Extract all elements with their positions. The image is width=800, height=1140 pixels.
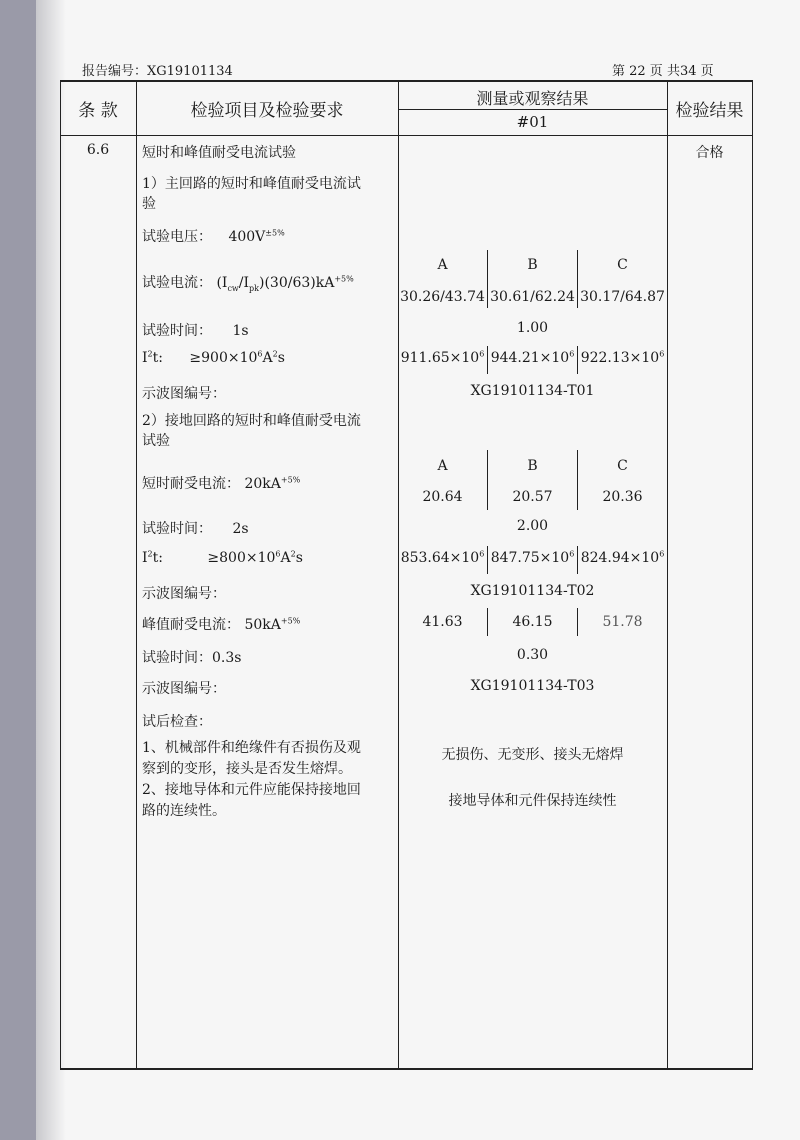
peak-oscillogram-number: XG19101134-T03 bbox=[470, 678, 595, 694]
earth-i2t-spec: ≥800×10 bbox=[207, 550, 276, 566]
short-current-phase-a: 20.64 bbox=[422, 489, 463, 505]
peak-time-value: 0.3s bbox=[212, 650, 242, 666]
test-voltage-label: 试验电压： bbox=[142, 229, 212, 245]
peak-phase-b: 46.15 bbox=[512, 614, 553, 630]
table-top-border bbox=[60, 80, 753, 82]
earth-oscillogram-label: 示波图编号： bbox=[142, 586, 226, 602]
short-current-phase-b: 20.57 bbox=[512, 489, 553, 505]
i2t-phase-a: $911.65\times 10^6$ bbox=[400, 349, 485, 366]
i2t-phase-c: $922.13\times 10^6$ bbox=[580, 349, 665, 366]
test-current-tolerance: +5% bbox=[334, 274, 354, 284]
earth-i2t-symbol: $I^2$ bbox=[142, 549, 153, 566]
earth-i2t-phase-a: $853.64\times 10^6$ bbox=[400, 549, 485, 566]
earth-phase-c-label: C bbox=[617, 458, 628, 474]
earth-circuit-title-cont: 试验 bbox=[142, 433, 170, 449]
peak-oscillogram-label: 示波图编号： bbox=[142, 681, 226, 697]
short-current-phase-c: 20.36 bbox=[602, 489, 643, 505]
post-check-item1-cont: 察到的变形，接头是否发生熔焊。 bbox=[142, 761, 352, 777]
phase-b-label: B bbox=[527, 257, 538, 273]
test-title: 短时和峰值耐受电流试验 bbox=[142, 145, 296, 161]
short-time-current-row bbox=[142, 473, 300, 493]
col-header-item: 检验项目及检验要求 bbox=[190, 101, 344, 121]
test-current-row bbox=[142, 272, 354, 292]
earth-i2t-label: t: bbox=[152, 550, 163, 566]
oscillogram-number: XG19101134-T01 bbox=[470, 383, 595, 399]
peak-current-tolerance: +5% bbox=[280, 616, 301, 626]
short-time-current-tolerance: +5% bbox=[280, 475, 301, 485]
col-header-sample: #01 bbox=[516, 113, 549, 131]
table-left-border bbox=[60, 80, 61, 1070]
phase-a-label: A bbox=[437, 257, 448, 273]
earth-time-label: 试验时间： bbox=[142, 521, 212, 537]
post-check-title: 试后检查： bbox=[142, 714, 212, 730]
col-divider-1 bbox=[136, 80, 137, 1070]
main-time-measured: 1.00 bbox=[516, 320, 549, 336]
peak-time-label: 试验时间： bbox=[142, 650, 212, 666]
test-time-value: 1s bbox=[232, 323, 249, 339]
test-voltage-value: 400V bbox=[228, 229, 266, 245]
earth-i2t-phase-b: $847.75\times 10^6$ bbox=[490, 549, 575, 566]
peak-current-label: 峰值耐受电流： bbox=[142, 617, 240, 633]
post-check-item2-cont: 路的连续性。 bbox=[142, 803, 226, 819]
earth-i2t-phase-c: $824.94\times 10^6$ bbox=[580, 549, 665, 566]
peak-current-row bbox=[142, 614, 300, 634]
test-time-row bbox=[142, 320, 249, 340]
col-divider-3 bbox=[667, 80, 668, 1070]
phase-c-label: C bbox=[617, 257, 628, 273]
col-header-clause: 条 款 bbox=[78, 101, 118, 121]
main-circuit-title: 1）主回路的短时和峰值耐受电流试 bbox=[142, 176, 361, 192]
earth-oscillogram-number: XG19101134-T02 bbox=[470, 583, 595, 599]
earth-time-value: 2s bbox=[232, 521, 249, 537]
i2t-label: t: bbox=[152, 350, 163, 366]
peak-phase-c: 51.78 bbox=[602, 614, 643, 630]
page-shadow bbox=[36, 0, 66, 1140]
i2t-phase-b-value: 944.21×10 bbox=[490, 350, 570, 366]
i2t-spec: ≥900×10 bbox=[189, 350, 258, 366]
test-current-symbol: $(I_{cw}/I_{pk})$ bbox=[216, 275, 265, 293]
header-mid-border bbox=[398, 109, 667, 110]
earth-circuit-title: 2）接地回路的短时和峰值耐受电流 bbox=[142, 413, 361, 429]
main-circuit-title-cont: 验 bbox=[142, 196, 156, 212]
page-number: 第 22 页 共34 页 bbox=[612, 64, 714, 79]
col-header-result: 检验结果 bbox=[675, 101, 744, 121]
document-page bbox=[36, 0, 800, 1140]
table-bottom-border bbox=[60, 1068, 753, 1070]
test-time-label: 试验时间： bbox=[142, 323, 212, 339]
post-check-result2: 接地导体和元件保持连续性 bbox=[448, 793, 617, 809]
current-phase-a: 30.26/43.74 bbox=[400, 289, 485, 305]
report-number: 报告编号：XG19101134 bbox=[82, 64, 233, 79]
post-check-result1: 无损伤、无变形、接头无熔焊 bbox=[441, 747, 624, 763]
col-header-measured: 测量或观察结果 bbox=[476, 89, 589, 108]
table-right-border bbox=[752, 80, 753, 1070]
test-result: 合格 bbox=[695, 145, 724, 161]
clause-number: 6.6 bbox=[86, 142, 110, 158]
current-phase-b: 30.61/62.24 bbox=[490, 289, 575, 305]
i2t-symbol: $I^2$ bbox=[142, 349, 153, 366]
i2t-phase-a-value: 911.65×10 bbox=[400, 350, 480, 366]
earth-i2t-phase-c-value: 824.94×10 bbox=[580, 550, 660, 566]
earth-i2t-phase-a-value: 853.64×10 bbox=[400, 550, 480, 566]
peak-time-row bbox=[142, 647, 241, 667]
post-check-item2: 2、接地导体和元件应能保持接地回 bbox=[142, 782, 361, 798]
peak-time-measured: 0.30 bbox=[516, 647, 549, 663]
test-current-label: 试验电流： bbox=[142, 275, 212, 291]
test-voltage-row bbox=[142, 226, 285, 246]
earth-phase-a-label: A bbox=[437, 458, 448, 474]
i2t-row: $I^2t$: $\ge 900\times 10^6A^2s$ bbox=[142, 349, 285, 366]
earth-time-measured: 2.00 bbox=[516, 518, 549, 534]
i2t-phase-b: $944.21\times 10^6$ bbox=[490, 349, 575, 366]
test-current-spec: (30/63)kA bbox=[264, 275, 335, 291]
current-phase-c: 30.17/64.87 bbox=[580, 289, 665, 305]
post-check-item1: 1、机械部件和绝缘件有否损伤及观 bbox=[142, 740, 361, 756]
peak-phase-a: 41.63 bbox=[422, 614, 463, 630]
peak-current-spec: 50kA bbox=[244, 617, 281, 633]
oscillogram-label: 示波图编号： bbox=[142, 386, 226, 402]
short-time-current-label: 短时耐受电流： bbox=[142, 476, 240, 492]
col-divider-2 bbox=[398, 80, 399, 1070]
i2t-phase-c-value: 922.13×10 bbox=[580, 350, 660, 366]
header-bottom-border bbox=[60, 135, 753, 136]
earth-phase-b-label: B bbox=[527, 458, 538, 474]
earth-i2t-row: $I^2t$: $\ge 800\times 10^6A^2s$ bbox=[142, 549, 303, 566]
test-voltage-tolerance: ±5% bbox=[265, 228, 285, 238]
earth-i2t-phase-b-value: 847.75×10 bbox=[490, 550, 570, 566]
short-time-current-spec: 20kA bbox=[244, 476, 281, 492]
earth-time-row bbox=[142, 518, 249, 538]
